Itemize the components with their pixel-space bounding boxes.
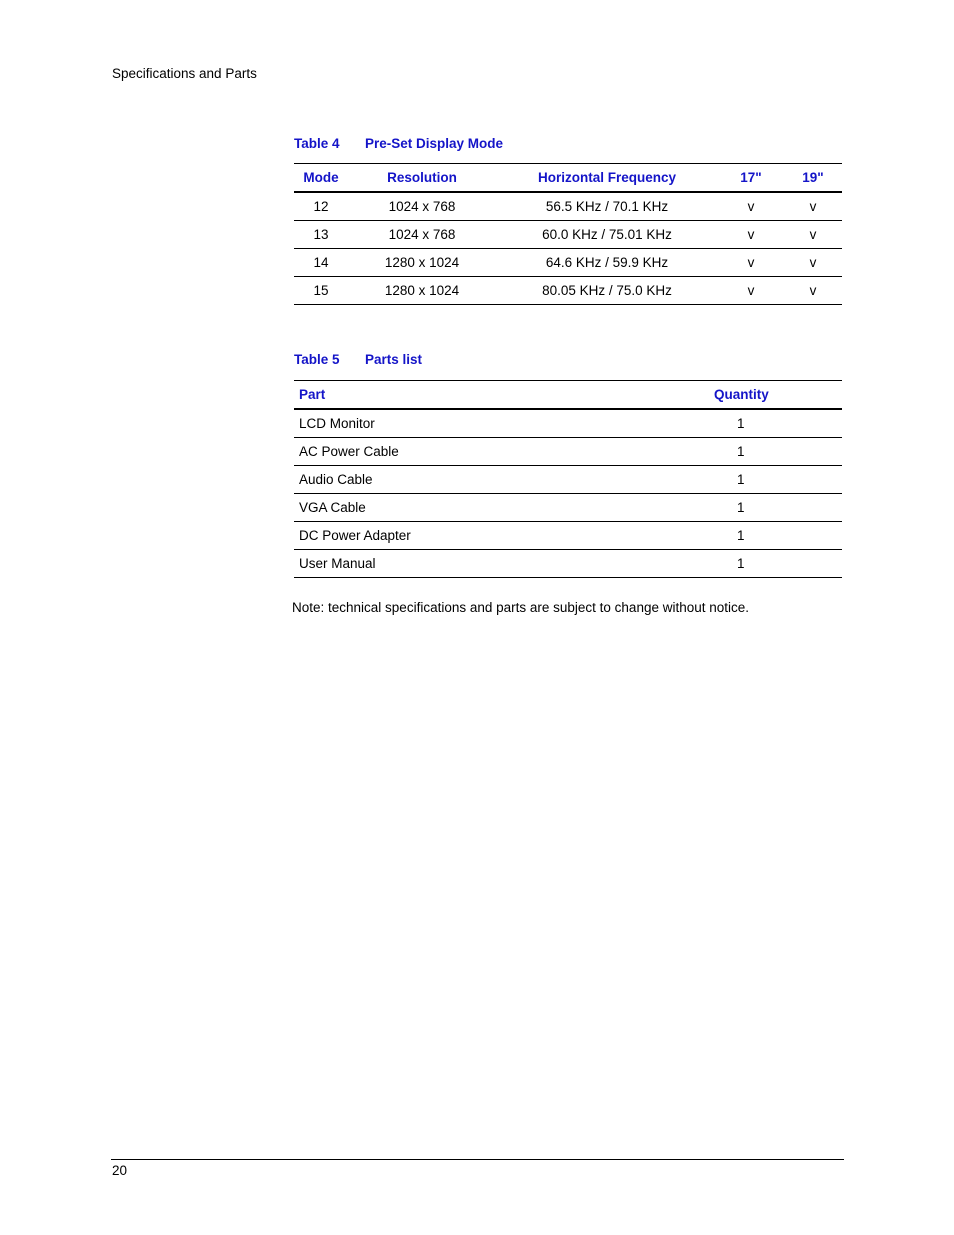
column-header-19-inch: 19" [784,164,842,193]
table-row [294,466,842,494]
table-header-row [294,381,842,410]
cell-mode: 13 [294,221,348,249]
table4-caption [294,136,503,151]
cell-19-inch: v [784,277,842,305]
cell-quantity: 1 [694,466,842,494]
cell-quantity: 1 [694,522,842,550]
table-row [294,221,842,249]
cell-resolution: 1280 x 1024 [348,277,496,305]
page-number: 20 [112,1163,128,1178]
cell-part: VGA Cable [294,494,694,522]
cell-19-inch: v [784,192,842,221]
column-header-mode: Mode [294,164,348,193]
cell-quantity: 1 [694,438,842,466]
table5-title: Parts list [365,352,423,367]
table5-caption [294,352,422,367]
table4-title: Pre-Set Display Mode [365,136,504,151]
cell-part: DC Power Adapter [294,522,694,550]
table-row [294,550,842,578]
cell-resolution: 1024 x 768 [348,192,496,221]
cell-part: LCD Monitor [294,409,694,438]
column-header-17-inch: 17" [718,164,784,193]
column-header-quantity: Quantity [694,381,842,410]
table4-number: Table 4 [294,136,340,151]
table-row [294,409,842,438]
cell-resolution: 1024 x 768 [348,221,496,249]
running-header: Specifications and Parts [112,66,257,81]
table-row [294,277,842,305]
cell-19-inch: v [784,221,842,249]
table-row [294,522,842,550]
table-header-row [294,164,842,193]
table-row [294,494,842,522]
cell-mode: 12 [294,192,348,221]
cell-mode: 15 [294,277,348,305]
cell-horizontal-frequency: 60.0 KHz / 75.01 KHz [496,221,718,249]
cell-mode: 14 [294,249,348,277]
cell-17-inch: v [718,221,784,249]
column-header-resolution: Resolution [348,164,496,193]
cell-horizontal-frequency: 56.5 KHz / 70.1 KHz [496,192,718,221]
cell-17-inch: v [718,249,784,277]
cell-17-inch: v [718,277,784,305]
cell-17-inch: v [718,192,784,221]
cell-horizontal-frequency: 80.05 KHz / 75.0 KHz [496,277,718,305]
table-row [294,192,842,221]
footer-divider [111,1159,844,1160]
preset-display-mode-table [294,163,842,305]
cell-horizontal-frequency: 64.6 KHz / 59.9 KHz [496,249,718,277]
cell-quantity: 1 [694,550,842,578]
cell-part: AC Power Cable [294,438,694,466]
cell-quantity: 1 [694,494,842,522]
column-header-horizontal-frequency: Horizontal Frequency [496,164,718,193]
cell-part: User Manual [294,550,694,578]
column-header-part: Part [294,381,694,410]
table5-number: Table 5 [294,352,340,367]
cell-part: Audio Cable [294,466,694,494]
parts-list-table [294,380,842,578]
cell-resolution: 1280 x 1024 [348,249,496,277]
table-row [294,438,842,466]
change-notice: Note: technical specifications and parts are subject to change without notice. [292,600,750,615]
cell-19-inch: v [784,249,842,277]
cell-quantity: 1 [694,409,842,438]
table-row [294,249,842,277]
